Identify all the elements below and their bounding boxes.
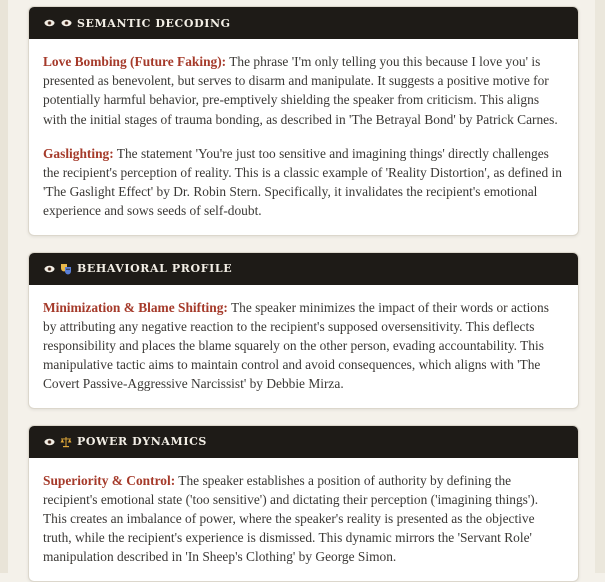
finding-term: Love Bombing (Future Faking): — [43, 54, 227, 69]
section-header — [29, 253, 578, 285]
finding-text: The statement 'You're just too sensitive and imagining things' directly challenges the recipient's perception of reality. This is a classic example of 'Reality Distortion', as defined in 'The Gaslight Effect' by Dr. Robin Stern. Specifically, it invalidates the recipient's emotional experience and sows seeds of self-doubt. — [43, 145, 562, 219]
finding-paragraph — [43, 52, 564, 129]
section-body — [29, 39, 578, 235]
eye-icon — [43, 17, 55, 29]
section-behavioral-profile — [28, 252, 579, 409]
finding-term: Superiority & Control: — [43, 472, 176, 488]
section-semantic-decoding — [28, 6, 579, 236]
section-title: SEMANTIC DECODING — [77, 16, 231, 30]
finding-term: Gaslighting: — [43, 145, 114, 161]
eye-icon — [43, 263, 55, 275]
page-margin-left — [0, 0, 8, 573]
section-body — [29, 285, 578, 408]
section-header — [29, 7, 578, 39]
finding-paragraph — [43, 144, 564, 221]
section-power-dynamics — [28, 425, 579, 582]
finding-paragraph — [43, 471, 564, 567]
finding-text: The speaker minimizes the impact of their words or actions by attributing any negative reaction to the recipient's supposed oversensitivity. This deflects responsibility and places the blame squarely on the other person, evading accountability. This manipulative tactic aims to maintain control and avoid consequences, which aligns with 'The Covert Passive-Aggressive Narcissist' by Debbie Mirza. — [43, 299, 549, 392]
page-margin-right — [595, 0, 605, 573]
finding-text: The phrase 'I'm only telling you this because I love you' is presented as benevolent, but serves to disarm and manipulate. It suggests a positive motive for potentially harmful behavior, pre-emptively shielding the speaker from criticism. This aligns with the initial stages of trauma bonding, as described in 'The Betrayal Bond' by Patrick Carnes. — [43, 54, 558, 127]
scales-icon — [60, 436, 72, 448]
finding-term: Minimization & Blame Shifting: — [43, 299, 228, 315]
section-body — [29, 458, 578, 581]
eye-icon — [60, 17, 72, 29]
analysis-panel — [28, 0, 579, 582]
section-title: POWER DYNAMICS — [77, 435, 207, 449]
section-header — [29, 426, 578, 458]
finding-paragraph — [43, 298, 564, 394]
section-title: BEHAVIORAL PROFILE — [77, 262, 233, 276]
theater-masks-icon — [60, 263, 72, 275]
finding-text: The speaker establishes a position of authority by defining the recipient's emotional state ('too sensitive') and dictating their perception ('imagining things'). This creates an imbalance of power, where the speaker's reality is presented as the objective truth, while the recipient's experience is dismissed. This dynamic mirrors the 'Servant Role' manipulation described in 'In Sheep's Clothing' by George Simon. — [43, 472, 539, 565]
eye-icon — [43, 436, 55, 448]
